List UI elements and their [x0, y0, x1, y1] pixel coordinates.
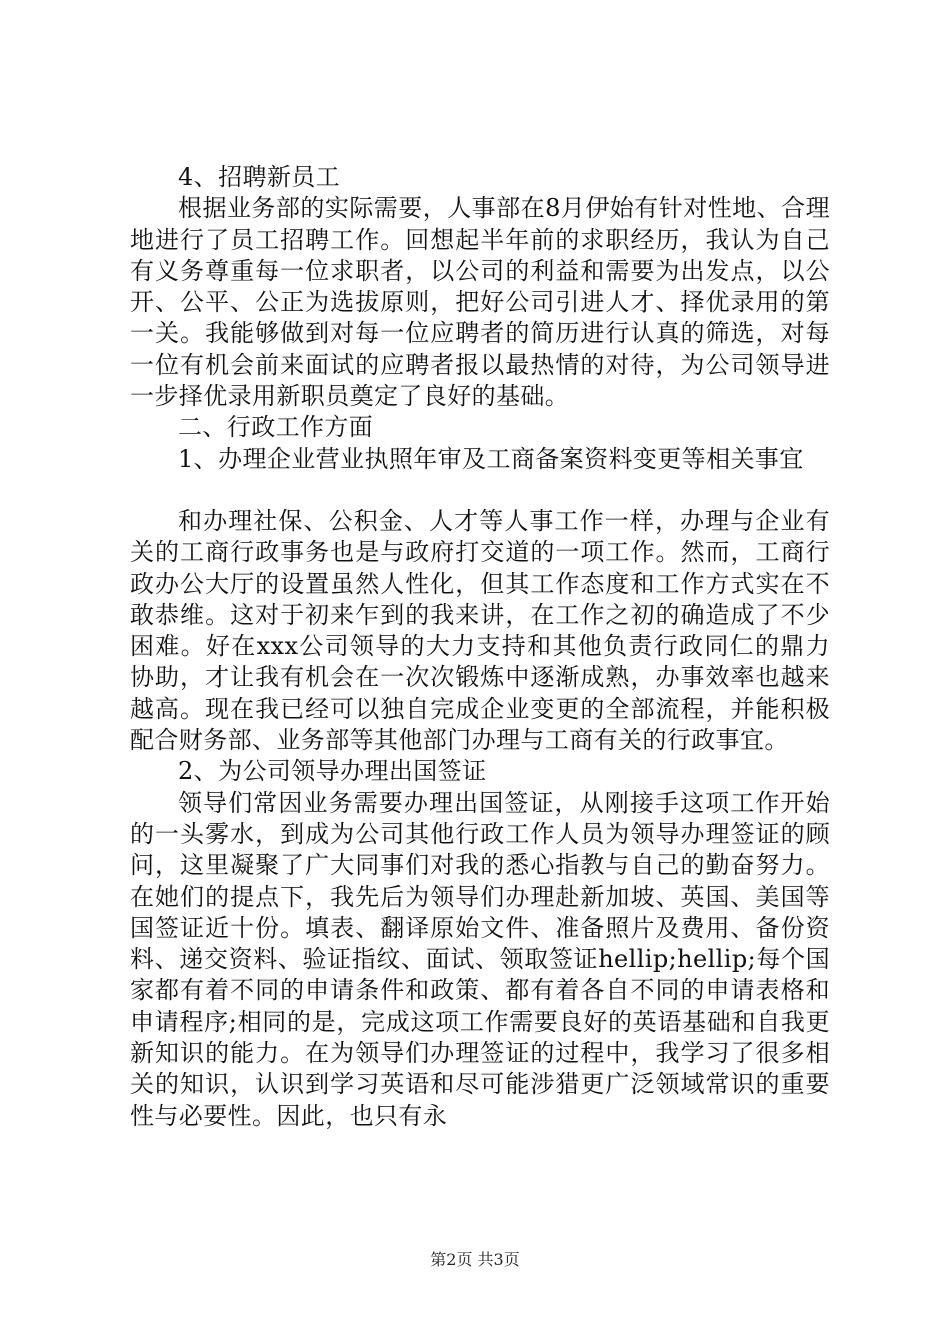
- page-footer: 第2页 共3页: [430, 1250, 520, 1269]
- document-body: [130, 162, 830, 1132]
- paragraph-business-affairs: 和办理社保、公积金、人才等人事工作一样，办理与企业有关的工商行政事务也是与政府打交道的一项工作。然而，工商行政办公大厅的设置虽然人性化，但其工作态度和工作方式实在不敢恭维。这对于初来乍到的我来讲，在工作之初的确造成了不少困难。好在xxx公司领导的大力支持和其他负责行政同仁的鼎力协助，才让我有机会在一次次锻炼中逐渐成熟，办事效率也越来越高。现在我已经可以独自完成企业变更的全部流程，并能积极配合财务部、业务部等其他部门办理与工商有关的行政事宜。: [130, 506, 830, 755]
- paragraph-recruitment: 根据业务部的实际需要，人事部在8月伊始有针对性地、合理地进行了员工招聘工作。回想起半年前的求职经历，我认为自己有义务尊重每一位求职者，以公司的利益和需要为出发点，以公开、公平、公正为选拔原则，把好公司引进人才、择优录用的第一关。我能够做到对每一位应聘者的简历进行认真的筛选，对每一位有机会前来面试的应聘者报以最热情的对待，为公司领导进一步择优录用新职员奠定了良好的基础。: [130, 194, 830, 411]
- heading-recruit-new-staff: 4、招聘新员工: [178, 163, 341, 191]
- heading-business-license: 1、办理企业营业执照年审及工商备案资料变更等相关事宜: [178, 444, 804, 473]
- heading-visa: 2、为公司领导办理出国签证: [178, 757, 487, 786]
- heading-administrative-work: 二、行政工作方面: [178, 413, 374, 442]
- paragraph-visa: 领导们常因业务需要办理出国签证，从刚接手这项工作开始的一头雾水，到成为公司其他行政工作人员为领导办理签证的顾问，这里凝聚了广大同事们对我的悉心指教与自己的勤奋努力。在她们的提点下，我先后为领导们办理赴新加坡、英国、美国等国签证近十份。填表、翻译原始文件、准备照片及费用、备份资料、递交资料、验证指纹、面试、领取签证hellip;hellip;每个国家都有着不同的申请条件和政策、都有着各自不同的申请表格和申请程序;相同的是，完成这项工作需要良好的英语基础和自我更新知识的能力。在为领导们办理签证的过程中，我学习了很多相关的知识，认识到学习英语和尽可能涉猎更广泛领域常识的重要性与必要性。因此，也只有永: [130, 788, 830, 1130]
